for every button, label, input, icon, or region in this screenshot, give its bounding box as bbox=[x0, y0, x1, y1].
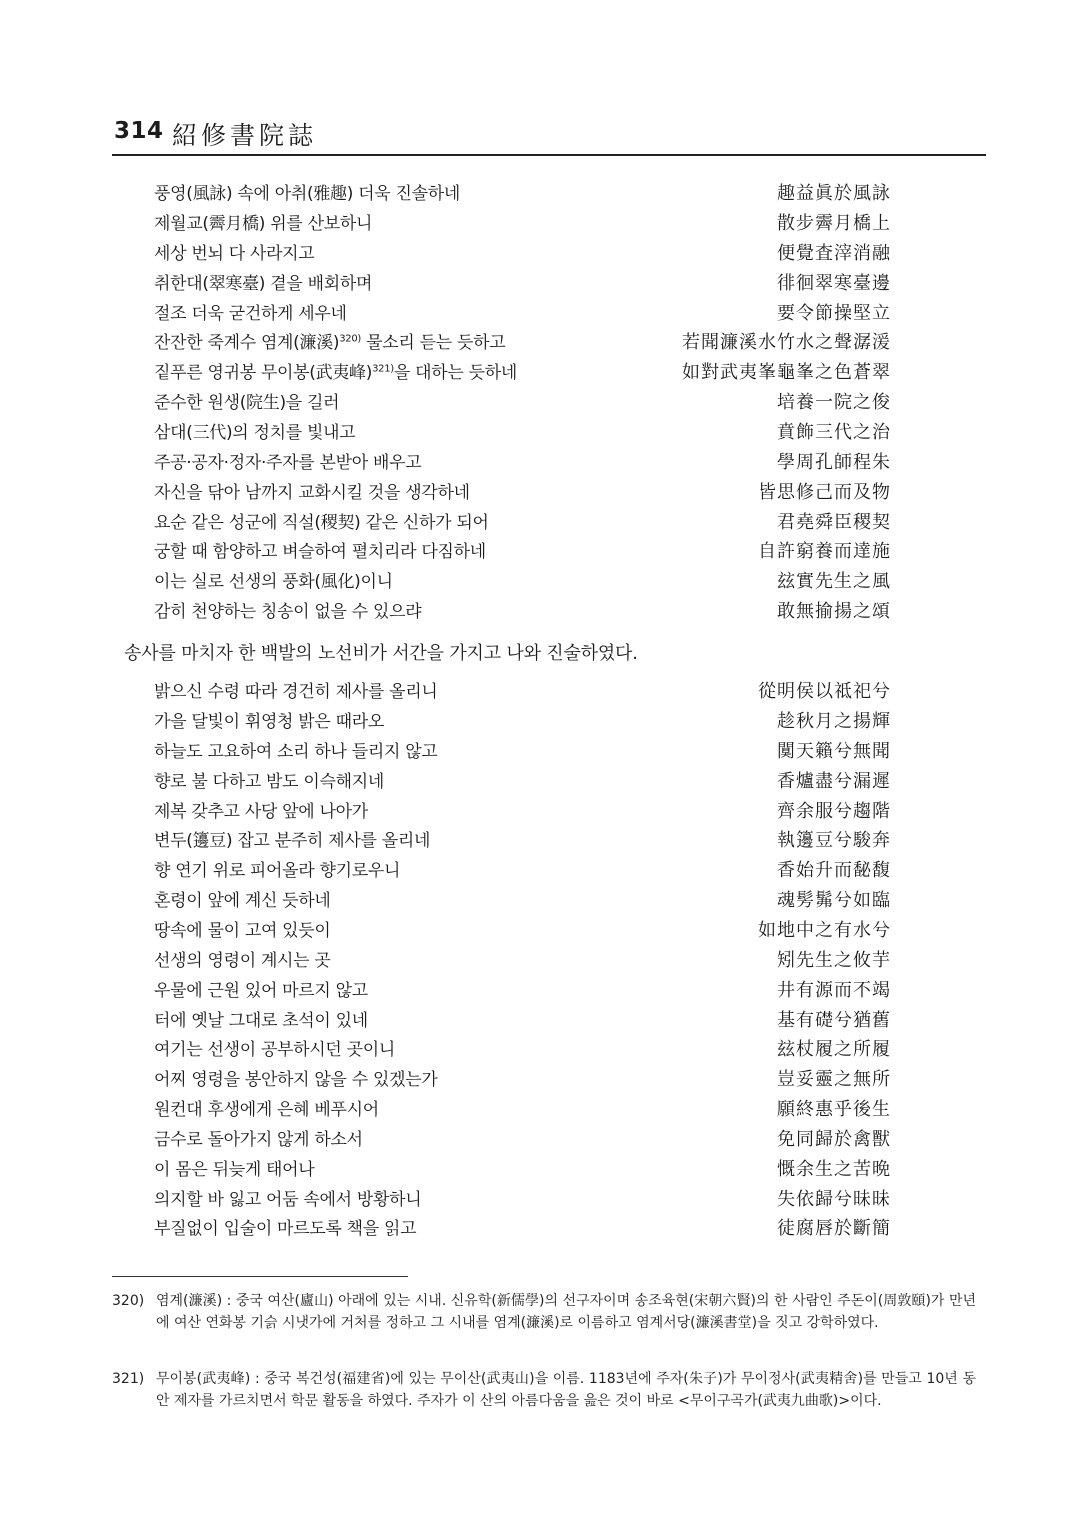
verse-hanja: 如地中之有水兮 bbox=[758, 920, 891, 941]
verse-hanja: 散步霽月橋上 bbox=[777, 213, 891, 234]
verse-line bbox=[0, 1035, 1075, 1065]
verse-line bbox=[0, 886, 1075, 916]
verse-line bbox=[0, 767, 1075, 797]
verse-line bbox=[0, 1006, 1075, 1036]
verse-korean: 우물에 근원 있어 마르지 않고 bbox=[154, 981, 368, 1001]
verse-korean-text: 짙푸른 영귀봉 무이봉(武夷峰) bbox=[154, 363, 373, 383]
prose-paragraph: 송사를 마치자 한 백발의 노선비가 서간을 가지고 나와 진술하였다. bbox=[124, 643, 638, 664]
verse-hanja: 學周孔師程朱 bbox=[777, 452, 891, 473]
verse-hanja: 敢無揄揚之頌 bbox=[777, 601, 891, 622]
verse-korean: 자신을 닦아 남까지 교화시킬 것을 생각하네 bbox=[154, 483, 470, 503]
verse-hanja: 願終惠乎後生 bbox=[777, 1099, 891, 1120]
footnote-divider bbox=[112, 1276, 408, 1277]
verse-line bbox=[0, 418, 1075, 448]
verse-hanja: 自許窮養而達施 bbox=[758, 541, 891, 562]
verse-korean: 부질없이 입술이 마르도록 책을 읽고 bbox=[154, 1219, 417, 1239]
verse-korean: 취한대(翠寒臺) 곁을 배회하며 bbox=[154, 274, 373, 294]
verse-hanja: 徘徊翠寒臺邊 bbox=[777, 273, 891, 294]
verse-line bbox=[0, 707, 1075, 737]
verse-hanja: 豈妥靈之無所 bbox=[777, 1069, 891, 1090]
verse-line bbox=[0, 328, 1075, 358]
verse-korean: 풍영(風詠) 속에 아취(雅趣) 더욱 진솔하네 bbox=[154, 184, 461, 204]
verse-korean: 밝으신 수령 따라 경건히 제사를 올리니 bbox=[154, 682, 438, 702]
verse-line bbox=[0, 358, 1075, 388]
verse-korean: 어찌 영령을 봉안하지 않을 수 있겠는가 bbox=[154, 1070, 438, 1090]
footnote-reference[interactable]: 320) bbox=[339, 333, 362, 345]
verse-korean: 향로 불 다하고 밤도 이슥해지네 bbox=[154, 772, 385, 792]
footnote-reference[interactable]: 321) bbox=[372, 363, 394, 375]
verse-hanja: 魂髣髴兮如臨 bbox=[777, 890, 891, 911]
verse-line bbox=[0, 916, 1075, 946]
verse-hanja: 若聞濂溪水竹水之聲潺湲 bbox=[682, 332, 891, 353]
verse-korean: 감히 천양하는 칭송이 없을 수 있으랴 bbox=[154, 602, 422, 622]
verse-line bbox=[0, 567, 1075, 597]
verse-hanja: 如對武夷峯龜峯之色蒼翠 bbox=[682, 362, 891, 383]
verse-korean: 궁할 때 함양하고 벼슬하여 펼치리라 다짐하네 bbox=[154, 542, 486, 562]
verse-korean: 준수한 원생(院生)을 길러 bbox=[154, 393, 340, 413]
verse-line bbox=[0, 797, 1075, 827]
verse-korean: 이는 실로 선생의 풍화(風化)이니 bbox=[154, 572, 393, 592]
verse-line bbox=[0, 1214, 1075, 1244]
verse-korean-text-after: 물소리 듣는 듯하고 bbox=[361, 333, 506, 353]
verse-line bbox=[0, 209, 1075, 239]
verse-korean: 여기는 선생이 공부하시던 곳이니 bbox=[154, 1040, 396, 1060]
verse-line bbox=[0, 448, 1075, 478]
verse-line bbox=[0, 478, 1075, 508]
verse-line bbox=[0, 1065, 1075, 1095]
verse-hanja: 玆實先生之風 bbox=[777, 571, 891, 592]
verse-hanja: 香始升而馝馥 bbox=[777, 860, 891, 881]
verse-korean bbox=[154, 358, 517, 388]
verse-korean: 이 몸은 뒤늦게 태어나 bbox=[154, 1160, 315, 1180]
verse-korean: 변두(籩豆) 잡고 분주히 제사를 올리네 bbox=[154, 831, 431, 851]
verse-hanja: 失依歸兮昧昧 bbox=[777, 1189, 891, 1210]
verse-line bbox=[0, 597, 1075, 627]
verse-korean: 가을 달빛이 휘영청 밝은 때라오 bbox=[154, 712, 385, 732]
verse-hanja: 培養一院之俊 bbox=[777, 392, 891, 413]
verse-hanja: 皆思修己而及物 bbox=[758, 482, 891, 503]
footnote-text: 무이봉(武夷峰) : 중국 복건성(福建省)에 있는 무이산(武夷山)을 이름. 1183년에 주자(朱子)가 무이정사(武夷精舍)를 만들고 10년 동안 제자를 가르치면서 학문 활동을 하였다. 주자가 이 산의 아름다움을 읊은 것이 바로 <무이구곡가(武夷九曲歌)>이다. bbox=[156, 1371, 976, 1409]
page-header bbox=[112, 118, 986, 156]
verse-korean bbox=[154, 328, 505, 358]
verse-line bbox=[0, 1185, 1075, 1215]
verse-line bbox=[0, 976, 1075, 1006]
verse-hanja: 從明侯以祗祀兮 bbox=[758, 681, 891, 702]
verse-korean: 하늘도 고요하여 소리 하나 들리지 않고 bbox=[154, 742, 438, 762]
verse-hanja: 趣益眞於風詠 bbox=[777, 183, 891, 204]
verse-hanja: 賁飾三代之治 bbox=[777, 422, 891, 443]
verse-hanja: 趁秋月之揚輝 bbox=[777, 711, 891, 732]
verse-hanja: 便覺査滓消融 bbox=[777, 243, 891, 264]
verse-line bbox=[0, 508, 1075, 538]
verse-korean: 세상 번뇌 다 사라지고 bbox=[154, 244, 315, 264]
verse-korean-text-after: 을 대하는 듯하네 bbox=[393, 363, 517, 383]
verse-korean: 제복 갖추고 사당 앞에 나아가 bbox=[154, 802, 368, 822]
verse-korean: 제월교(霽月橋) 위를 산보하니 bbox=[154, 214, 373, 234]
verse-korean: 원컨대 후생에게 은혜 베푸시어 bbox=[154, 1100, 379, 1120]
verse-hanja: 免同歸於禽獸 bbox=[777, 1129, 891, 1150]
verse-hanja: 矧先生之攸芋 bbox=[777, 950, 891, 971]
verse-hanja: 基有礎兮猶舊 bbox=[777, 1010, 891, 1031]
verse-hanja: 齊余服兮趨階 bbox=[777, 801, 891, 822]
verse-hanja: 要令節操堅立 bbox=[777, 303, 891, 324]
verse-korean: 혼령이 앞에 계신 듯하네 bbox=[154, 891, 331, 911]
footnote bbox=[112, 1290, 976, 1334]
verse-korean: 땅속에 물이 고여 있듯이 bbox=[154, 921, 331, 941]
verse-korean: 삼대(三代)의 정치를 빛내고 bbox=[154, 423, 356, 443]
verse-line bbox=[0, 179, 1075, 209]
footnote-number: 321) bbox=[112, 1371, 145, 1387]
verse-korean: 선생의 영령이 계시는 곳 bbox=[154, 951, 331, 971]
verse-line bbox=[0, 537, 1075, 567]
verse-line bbox=[0, 1155, 1075, 1185]
verse-korean: 요순 같은 성군에 직설(稷契) 같은 신하가 되어 bbox=[154, 513, 489, 533]
verse-korean: 금수로 돌아가지 않게 하소서 bbox=[154, 1130, 363, 1150]
verse-hanja: 玆杖履之所履 bbox=[777, 1039, 891, 1060]
verse-line bbox=[0, 677, 1075, 707]
verse-korean: 터에 옛날 그대로 초석이 있네 bbox=[154, 1011, 368, 1031]
verse-korean: 절조 더욱 굳건하게 세우네 bbox=[154, 304, 347, 324]
footnote bbox=[112, 1368, 976, 1412]
verse-line bbox=[0, 1125, 1075, 1155]
verse-hanja: 香爐盡兮漏遲 bbox=[777, 771, 891, 792]
verse-line bbox=[0, 239, 1075, 269]
running-title: 紹修書院誌 bbox=[172, 121, 318, 150]
verse-korean-text: 잔잔한 죽계수 염계(濂溪) bbox=[154, 333, 340, 353]
verse-line bbox=[0, 1095, 1075, 1125]
verse-hanja: 君堯舜臣稷契 bbox=[777, 512, 891, 533]
verse-hanja: 徒腐唇於斷簡 bbox=[777, 1218, 891, 1239]
verse-line bbox=[0, 269, 1075, 299]
footnote-text: 염계(濂溪) : 중국 여산(廬山) 아래에 있는 시내. 신유학(新儒學)의 선구자이며 송조육현(宋朝六賢)의 한 사람인 주돈이(周敦頤)가 만년에 여산 연화봉 기슭 시냇가에 거처를 정하고 그 시내를 염계(濂溪)로 이름하고 염계서당(濂溪書堂)을 짓고 강학하였다. bbox=[156, 1293, 976, 1331]
verse-line bbox=[0, 826, 1075, 856]
verse-korean: 주공·공자·정자·주자를 본받아 배우고 bbox=[154, 453, 422, 473]
verse-korean: 향 연기 위로 피어올라 향기로우니 bbox=[154, 861, 401, 881]
verse-line bbox=[0, 856, 1075, 886]
verse-line bbox=[0, 946, 1075, 976]
verse-line bbox=[0, 737, 1075, 767]
verse-line bbox=[0, 299, 1075, 329]
verse-hanja: 闃天籟兮無聞 bbox=[777, 741, 891, 762]
verse-korean: 의지할 바 잃고 어둠 속에서 방황하니 bbox=[154, 1190, 422, 1210]
footnote-number: 320) bbox=[112, 1293, 145, 1309]
verse-hanja: 慨余生之苦晩 bbox=[777, 1159, 891, 1180]
verse-hanja: 執籩豆兮駿奔 bbox=[777, 830, 891, 851]
page-number: 314 bbox=[114, 118, 164, 144]
verse-line bbox=[0, 388, 1075, 418]
verse-hanja: 井有源而不竭 bbox=[777, 980, 891, 1001]
